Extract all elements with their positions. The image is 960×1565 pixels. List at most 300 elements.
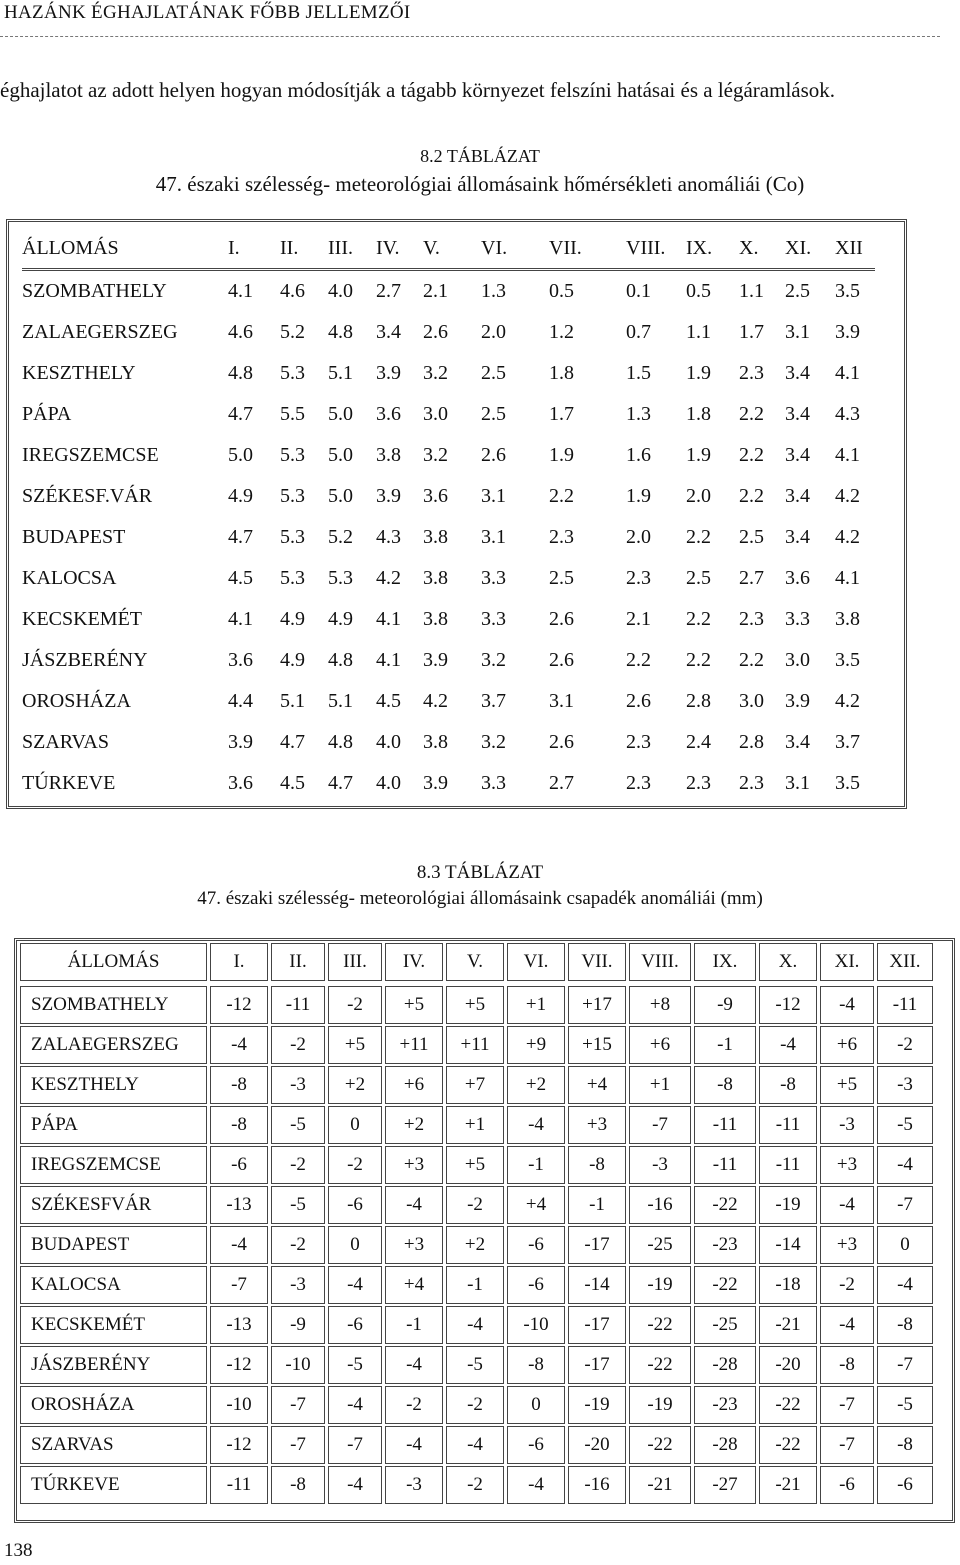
table1-value-cell: 5.0 [228,444,253,466]
table2-value-cell: -14 [568,1266,626,1304]
table1-value-cell: 2.0 [626,526,651,548]
table1-row [22,558,875,599]
table1-value-cell: 3.8 [423,567,448,589]
table2-value-cell: -2 [446,1466,504,1504]
table1-station-cell: TÚRKEVE [22,772,116,794]
table2-value-cell: +6 [820,1026,874,1064]
table1-label: 8.2 TÁBLÁZAT [420,146,540,166]
table1-value-cell: 0.1 [626,280,651,302]
table2-value-cell: -4 [820,1306,874,1344]
table2-value-cell: -6 [507,1266,565,1304]
table1-value-cell: 3.8 [423,731,448,753]
table1-value-cell: 2.1 [423,280,448,302]
table2-value-cell: -4 [820,986,874,1024]
table2-value-cell: -16 [629,1186,691,1224]
table1-value-cell: 2.7 [549,772,574,794]
table1-value-cell: 3.9 [423,772,448,794]
table2-value-cell: -7 [271,1386,325,1424]
table2-value-cell: +5 [446,1146,504,1184]
table1-value-cell: 4.9 [280,608,305,630]
table2-value-cell: -21 [629,1466,691,1504]
table2-row [20,1266,933,1304]
table1-value-cell: 5.5 [280,403,305,425]
table1-value-cell: 4.2 [835,526,860,548]
table1-row [22,722,875,763]
table1-value-cell: 1.1 [686,321,711,343]
table1-value-cell: 5.3 [328,567,353,589]
table1-value-cell: 2.3 [626,567,651,589]
table1-value-cell: 5.0 [328,444,353,466]
table2-row [20,1106,933,1144]
table2-value-cell: +7 [446,1066,504,1104]
table2-value-cell: -4 [328,1266,382,1304]
table2-value-cell: -10 [271,1346,325,1384]
table2-value-cell: -2 [446,1386,504,1424]
table2-value-cell: +1 [629,1066,691,1104]
table2-value-cell: -1 [385,1306,443,1344]
table2-value-cell: +5 [385,986,443,1024]
table1-value-cell: 3.1 [549,690,574,712]
table2-value-cell: -17 [568,1306,626,1344]
table2-header-month: IV. [385,943,443,981]
table2-value-cell: -28 [694,1426,756,1464]
table1-value-cell: 5.0 [328,403,353,425]
table2-value-cell: -14 [759,1226,817,1264]
table1-value-cell: 2.5 [481,362,506,384]
table2-value-cell: -7 [210,1266,268,1304]
table2-value-cell: -7 [271,1426,325,1464]
table2-value-cell: -8 [210,1066,268,1104]
table2-header-month: III. [328,943,382,981]
table1-value-cell: 2.5 [686,567,711,589]
table2-label: 8.3 TÁBLÁZAT [416,862,544,883]
table2-value-cell: -17 [568,1226,626,1264]
table1-value-cell: 2.6 [481,444,506,466]
table2-header-month: V. [446,943,504,981]
table1-value-cell: 3.2 [481,731,506,753]
table2-value-cell: -5 [271,1106,325,1144]
table2-value-cell: -8 [820,1346,874,1384]
table2-value-cell: -11 [694,1146,756,1184]
table2-value-cell: +5 [820,1066,874,1104]
table1-value-cell: 0.5 [549,280,574,302]
table1-value-cell: 4.3 [376,526,401,548]
table1-value-cell: 1.5 [626,362,651,384]
table2-value-cell: -12 [210,1426,268,1464]
table2-value-cell: 0 [328,1226,382,1264]
table1-value-cell: 5.3 [280,362,305,384]
table1-value-cell: 2.2 [739,444,764,466]
table2-value-cell: +5 [328,1026,382,1064]
table1-row [22,763,875,804]
table1-value-cell: 3.6 [785,567,810,589]
table1-value-cell: 3.3 [481,608,506,630]
table1-value-cell: 2.3 [626,772,651,794]
table1-value-cell: 3.6 [228,649,253,671]
table1-value-cell: 2.5 [739,526,764,548]
table1-header-row [22,228,875,270]
table2-value-cell: -6 [507,1226,565,1264]
table1-value-cell: 2.3 [626,731,651,753]
table1-value-cell: 4.0 [376,772,401,794]
table1-header-month: VII. [549,228,626,270]
table1-value-cell: 4.1 [835,567,860,589]
table2-value-cell: -11 [759,1106,817,1144]
table2-value-cell: +15 [568,1026,626,1064]
table2-station-cell: TÚRKEVE [20,1466,207,1504]
table2-header-month: II. [271,943,325,981]
table2-station-cell: JÁSZBERÉNY [20,1346,207,1384]
table1-value-cell: 1.6 [626,444,651,466]
table1-value-cell: 4.1 [376,608,401,630]
table2-value-cell: -4 [877,1146,933,1184]
table2-value-cell: -2 [271,1146,325,1184]
table2-header-month: IX. [694,943,756,981]
table2-station-cell: SZARVAS [20,1426,207,1464]
table2-value-cell: +6 [629,1026,691,1064]
table2-value-cell: -7 [820,1426,874,1464]
table2-value-cell: -5 [446,1346,504,1384]
table1-header-month: XII [835,228,875,270]
table1-value-cell: 3.5 [835,280,860,302]
table1-station-cell: OROSHÁZA [22,690,131,712]
table2-value-cell: -2 [877,1026,933,1064]
table1-station-cell: BUDAPEST [22,526,126,548]
table2-station-cell: KECSKEMÉT [20,1306,207,1344]
table1-value-cell: 2.3 [739,362,764,384]
table1-value-cell: 4.7 [228,403,253,425]
table2-value-cell: +6 [385,1066,443,1104]
table2-row [20,1186,933,1224]
table2-value-cell: -4 [507,1466,565,1504]
table1-value-cell: 3.4 [785,731,810,753]
table1-value-cell: 5.0 [328,485,353,507]
intro-paragraph: éghajlatot az adott helyen hogyan módosítják a tágabb környezet felszíni hatásai és a légáramlások. [0,78,836,102]
table1-value-cell: 4.7 [280,731,305,753]
table1-value-cell: 4.9 [280,649,305,671]
table2-value-cell: -22 [759,1386,817,1424]
table1-row [22,435,875,476]
table2-value-cell: -10 [507,1306,565,1344]
table1-value-cell: 4.2 [423,690,448,712]
table2-value-cell: -6 [328,1186,382,1224]
table1-value-cell: 1.1 [739,280,764,302]
table1-value-cell: 3.3 [481,772,506,794]
table2-value-cell: -2 [328,986,382,1024]
table1-value-cell: 2.7 [739,567,764,589]
table1-value-cell: 3.6 [376,403,401,425]
table2-header-month: XI. [820,943,874,981]
table1-value-cell: 2.5 [785,280,810,302]
table1-station-cell: KESZTHELY [22,362,136,384]
table1-value-cell: 2.2 [686,649,711,671]
table2-station-cell: ZALAEGERSZEG [20,1026,207,1064]
table1-value-cell: 3.4 [785,485,810,507]
table2-value-cell: 0 [328,1106,382,1144]
table1-value-cell: 3.4 [785,362,810,384]
table2-value-cell: +9 [507,1026,565,1064]
table2-value-cell: -8 [694,1066,756,1104]
table1-value-cell: 4.8 [328,649,353,671]
table1-row [22,312,875,353]
table2-value-cell: -4 [210,1226,268,1264]
table1-value-cell: 3.2 [423,444,448,466]
table2-value-cell: -20 [568,1426,626,1464]
table1-row [22,270,875,313]
table1-value-cell: 3.0 [423,403,448,425]
page-number: 138 [4,1540,33,1561]
table2-value-cell: +17 [568,986,626,1024]
table1-value-cell: 3.7 [835,731,860,753]
table2-value-cell: -4 [759,1026,817,1064]
table1-value-cell: 4.8 [328,321,353,343]
table1-row [22,394,875,435]
table1-value-cell: 3.5 [835,649,860,671]
table2-value-cell: -12 [210,1346,268,1384]
table2-value-cell: -21 [759,1306,817,1344]
table2-value-cell: -25 [694,1306,756,1344]
table1-value-cell: 1.9 [626,485,651,507]
table1-value-cell: 4.3 [835,403,860,425]
table1-value-cell: 3.0 [739,690,764,712]
table1-value-cell: 4.9 [228,485,253,507]
table1-value-cell: 4.8 [228,362,253,384]
table1-value-cell: 2.2 [626,649,651,671]
table2-value-cell: -8 [210,1106,268,1144]
table2-value-cell: -4 [877,1266,933,1304]
table2-header-month: VII. [568,943,626,981]
table1-row [22,517,875,558]
table2-value-cell: -8 [271,1466,325,1504]
table1-value-cell: 2.8 [739,731,764,753]
table2-value-cell: +5 [446,986,504,1024]
table1-header-month: II. [280,228,328,270]
table2-value-cell: +1 [446,1106,504,1144]
table1-value-cell: 0.7 [626,321,651,343]
table1-value-cell: 3.4 [785,444,810,466]
table1-value-cell: 3.4 [376,321,401,343]
table1-value-cell: 0.5 [686,280,711,302]
table1-value-cell: 3.4 [785,403,810,425]
table2-value-cell: -4 [385,1426,443,1464]
table2-value-cell: -9 [271,1306,325,1344]
table1-value-cell: 1.3 [481,280,506,302]
table1-value-cell: 5.3 [280,485,305,507]
table2-value-cell: -3 [877,1066,933,1104]
table2-value-cell: -11 [271,986,325,1024]
table1-value-cell: 2.6 [549,731,574,753]
table2-value-cell: 0 [507,1386,565,1424]
table1-value-cell: 2.0 [686,485,711,507]
table2-value-cell: -19 [759,1186,817,1224]
table2-station-cell: IREGSZEMCSE [20,1146,207,1184]
table1-value-cell: 3.1 [481,526,506,548]
table1-value-cell: 3.6 [228,772,253,794]
table2-row [20,1346,933,1384]
table2-value-cell: -2 [446,1186,504,1224]
table1-row [22,476,875,517]
table1-station-cell: PÁPA [22,403,72,425]
table1-value-cell: 1.2 [549,321,574,343]
table2-value-cell: -1 [568,1186,626,1224]
table2-value-cell: -19 [629,1386,691,1424]
table2-value-cell: -4 [328,1466,382,1504]
table1-header-month: VI. [481,228,549,270]
table1-row [22,353,875,394]
table1-value-cell: 5.3 [280,444,305,466]
table1-value-cell: 4.9 [328,608,353,630]
table1-value-cell: 2.6 [549,608,574,630]
table1-value-cell: 4.0 [328,280,353,302]
table2-value-cell: -5 [877,1386,933,1424]
running-header: HAZÁNK ÉGHAJLATÁNAK FŐBB JELLEMZŐI [4,2,411,23]
table2-row [20,986,933,1024]
table1-value-cell: 3.8 [423,526,448,548]
table2-value-cell: +1 [507,986,565,1024]
table2-value-cell: -8 [877,1306,933,1344]
table2-value-cell: -7 [877,1346,933,1384]
table1-value-cell: 3.9 [423,649,448,671]
table2-value-cell: -8 [507,1346,565,1384]
table1-value-cell: 3.1 [785,772,810,794]
table1-value-cell: 4.1 [228,280,253,302]
table2-value-cell: -22 [694,1186,756,1224]
table1-value-cell: 4.2 [835,690,860,712]
table2-value-cell: -5 [328,1346,382,1384]
table2-value-cell: -20 [759,1346,817,1384]
table1-value-cell: 1.7 [549,403,574,425]
table2-row [20,1146,933,1184]
table2-value-cell: -3 [629,1146,691,1184]
table2-value-cell: -4 [328,1386,382,1424]
table1-value-cell: 2.3 [739,772,764,794]
table2-value-cell: +4 [385,1266,443,1304]
table2-value-cell: +4 [568,1066,626,1104]
table2-value-cell: -6 [328,1306,382,1344]
table1-value-cell: 2.6 [626,690,651,712]
table1-value-cell: 1.9 [686,362,711,384]
table1-value-cell: 2.2 [739,403,764,425]
table2-value-cell: -1 [694,1026,756,1064]
table2-value-cell: +3 [385,1226,443,1264]
table2-value-cell: -2 [328,1146,382,1184]
table1-header-month: VIII. [626,228,686,270]
header-divider [0,36,940,37]
table2-value-cell: -4 [446,1426,504,1464]
table2-row [20,1466,933,1504]
table1-value-cell: 2.6 [549,649,574,671]
table2-title: 47. északi szélesség- meteorológiai állomásaink csapadék anomáliái (mm) [197,888,763,909]
table1-station-cell: SZARVAS [22,731,109,753]
table2-station-cell: SZOMBATHELY [20,986,207,1024]
table1-value-cell: 2.2 [549,485,574,507]
table1-value-cell: 2.0 [481,321,506,343]
table2-value-cell: -18 [759,1266,817,1304]
table1-value-cell: 3.8 [376,444,401,466]
table1-value-cell: 4.0 [376,731,401,753]
table2-value-cell: +2 [328,1066,382,1104]
table2-value-cell: -11 [877,986,933,1024]
table1-header-month: XI. [785,228,835,270]
table2-station-cell: PÁPA [20,1106,207,1144]
table1-value-cell: 3.2 [423,362,448,384]
table2-value-cell: -4 [820,1186,874,1224]
table1-row [22,640,875,681]
table2-value-cell: +11 [385,1026,443,1064]
table1-value-cell: 3.3 [785,608,810,630]
table2-value-cell: +2 [507,1066,565,1104]
table2-value-cell: -11 [210,1466,268,1504]
table2-value-cell: -2 [271,1026,325,1064]
table1-value-cell: 5.2 [328,526,353,548]
table1-value-cell: 2.3 [549,526,574,548]
table2-value-cell: +2 [446,1226,504,1264]
table1-value-cell: 4.5 [280,772,305,794]
table1-value-cell: 5.1 [328,690,353,712]
table1-value-cell: 4.1 [376,649,401,671]
table2-value-cell: -22 [629,1306,691,1344]
table1-header-month: III. [328,228,376,270]
table2-value-cell: -5 [271,1186,325,1224]
table1-value-cell: 2.2 [739,649,764,671]
table1-header-month: I. [228,228,280,270]
table1-value-cell: 1.7 [739,321,764,343]
table1-header-month: V. [423,228,481,270]
table2-value-cell: -12 [759,986,817,1024]
table2-value-cell: -11 [759,1146,817,1184]
table2-value-cell: -12 [210,986,268,1024]
table1-row [22,681,875,722]
table1-value-cell: 3.9 [376,362,401,384]
table2-value-cell: +3 [568,1106,626,1144]
table1-station-cell: SZOMBATHELY [22,280,167,302]
table1-value-cell: 4.7 [228,526,253,548]
table2-value-cell: -2 [385,1386,443,1424]
table2-value-cell: -3 [820,1106,874,1144]
table1-value-cell: 1.8 [549,362,574,384]
table2-value-cell: +8 [629,986,691,1024]
table2-header-month: XII. [877,943,933,981]
table2-value-cell: -3 [271,1066,325,1104]
table2-value-cell: -4 [507,1106,565,1144]
table2-header-month: VI. [507,943,565,981]
table1-value-cell: 3.2 [481,649,506,671]
table1-value-cell: 3.8 [423,608,448,630]
table1-value-cell: 4.2 [835,485,860,507]
table2-value-cell: -28 [694,1346,756,1384]
table1-value-cell: 1.9 [549,444,574,466]
table1-value-cell: 3.7 [481,690,506,712]
table2-row [20,1066,933,1104]
table1-value-cell: 3.5 [835,772,860,794]
table1-value-cell: 3.9 [376,485,401,507]
table1-value-cell: 4.1 [835,444,860,466]
table2-value-cell: -10 [210,1386,268,1424]
table1-value-cell: 4.7 [328,772,353,794]
table2-value-cell: -23 [694,1386,756,1424]
table2-value-cell: -9 [694,986,756,1024]
table1-value-cell: 1.3 [626,403,651,425]
table2-station-cell: SZÉKESFVÁR [20,1186,207,1224]
table1-value-cell: 3.4 [785,526,810,548]
table2-value-cell: -16 [568,1466,626,1504]
table2-value-cell: +3 [385,1146,443,1184]
table1-value-cell: 3.0 [785,649,810,671]
table2-value-cell: -7 [328,1426,382,1464]
table2-row [20,1226,933,1264]
table2-value-cell: -6 [507,1426,565,1464]
table2-station-cell: KALOCSA [20,1266,207,1304]
